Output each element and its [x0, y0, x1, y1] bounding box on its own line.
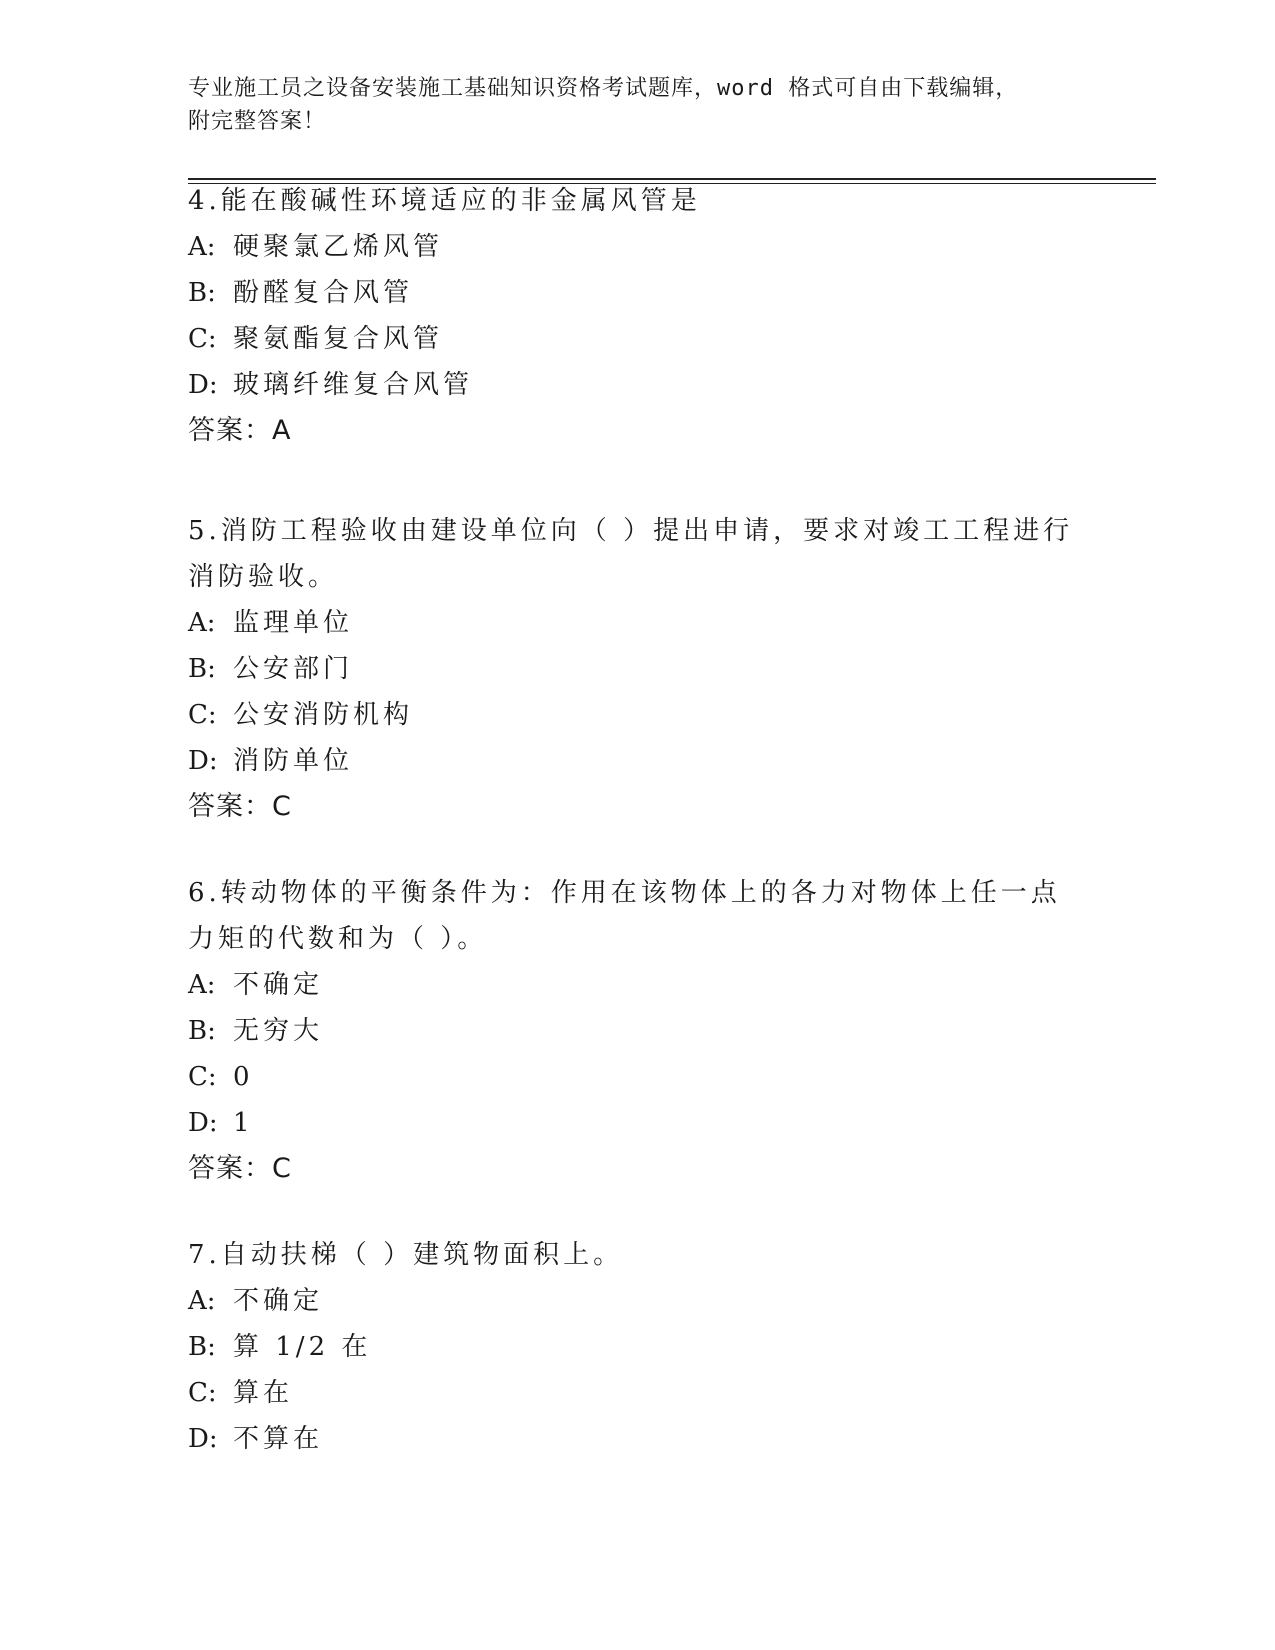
option-d: [188, 1100, 1088, 1146]
option-letter: C:: [188, 1378, 217, 1408]
option-text: 玻璃纤维复合风管: [233, 370, 474, 400]
option-letter: D:: [188, 1108, 218, 1138]
option-c: [188, 1370, 1088, 1416]
question-5: [188, 508, 1088, 830]
option-c: [188, 692, 1088, 738]
answer: 答案：C: [188, 791, 292, 822]
question-6: [188, 870, 1088, 1192]
question-text: 6.转动物体的平衡条件为：作用在该物体上的各力对物体上任一点力矩的代数和为（ ）。: [188, 878, 1061, 954]
option-letter: D:: [188, 370, 218, 400]
option-a: [188, 224, 1088, 270]
option-a: [188, 1278, 1088, 1324]
option-letter: C:: [188, 700, 217, 730]
option-text: 算在: [233, 1378, 294, 1408]
answer: 答案：C: [188, 1153, 292, 1184]
option-text: 算 1/2 在: [233, 1332, 372, 1362]
question-text: 7.自动扶梯（ ）建筑物面积上。: [188, 1240, 624, 1270]
option-letter: B:: [188, 278, 216, 308]
option-a: [188, 962, 1088, 1008]
option-c: [188, 1054, 1088, 1100]
option-a: [188, 600, 1088, 646]
option-letter: A:: [188, 232, 216, 262]
option-text: 公安消防机构: [233, 700, 414, 730]
option-letter: A:: [188, 1286, 216, 1316]
option-d: [188, 738, 1088, 784]
option-c: [188, 316, 1088, 362]
option-letter: B:: [188, 1332, 216, 1362]
option-text: 聚氨酯复合风管: [233, 324, 444, 354]
option-b: [188, 270, 1088, 316]
option-letter: B:: [188, 654, 216, 684]
question-text: 4.能在酸碱性环境适应的非金属风管是: [188, 186, 701, 216]
option-d: [188, 362, 1088, 408]
option-text: 不算在: [233, 1424, 324, 1454]
question-7: [188, 1232, 1088, 1462]
option-text: 不确定: [233, 970, 324, 1000]
option-letter: D:: [188, 746, 218, 776]
option-b: [188, 646, 1088, 692]
option-letter: A:: [188, 970, 216, 1000]
option-text: 硬聚氯乙烯风管: [233, 232, 444, 262]
option-b: [188, 1008, 1088, 1054]
option-text: 1: [233, 1108, 254, 1138]
option-letter: B:: [188, 1016, 216, 1046]
option-text: 0: [233, 1062, 254, 1092]
option-text: 酚醛复合风管: [233, 278, 414, 308]
option-text: 无穷大: [233, 1016, 324, 1046]
document-header: [188, 72, 1068, 138]
header-line-2: 附完整答案！: [188, 109, 327, 134]
answer: 答案：A: [188, 415, 292, 446]
option-text: 公安部门: [233, 654, 354, 684]
question-4: [188, 178, 1088, 454]
option-letter: C:: [188, 324, 217, 354]
option-text: 监理单位: [233, 608, 354, 638]
question-text: 5.消防工程验收由建设单位向（ ）提出申请，要求对竣工工程进行消防验收。: [188, 516, 1074, 592]
option-d: [188, 1416, 1088, 1462]
option-letter: D:: [188, 1424, 218, 1454]
option-letter: C:: [188, 1062, 217, 1092]
header-line-1: 专业施工员之设备安装施工基础知识资格考试题库，word 格式可自由下载编辑，: [188, 76, 1019, 101]
option-b: [188, 1324, 1088, 1370]
option-text: 消防单位: [233, 746, 354, 776]
option-letter: A:: [188, 608, 216, 638]
option-text: 不确定: [233, 1286, 324, 1316]
